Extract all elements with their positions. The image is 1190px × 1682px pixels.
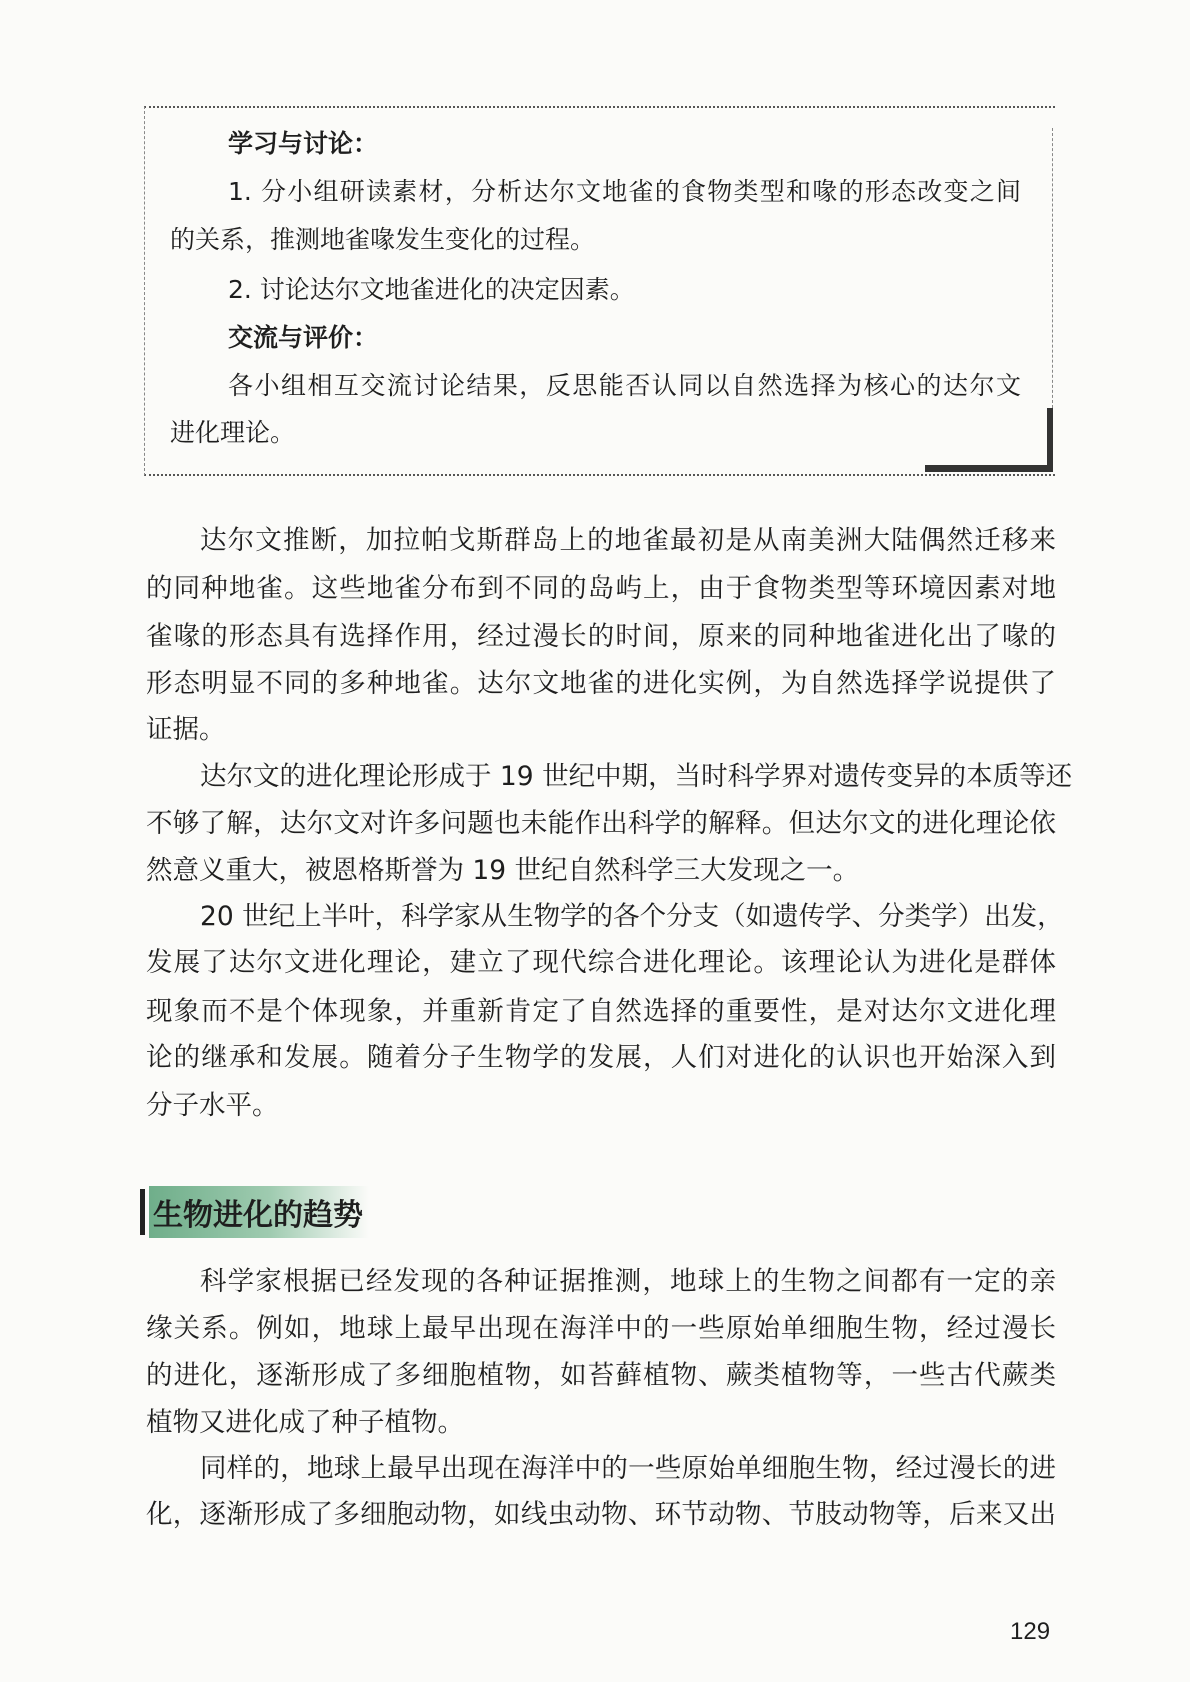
heading-bar (140, 1189, 145, 1235)
activity-item-2: 2. 讨论达尔文地雀进化的决定因素。 (228, 275, 635, 304)
paragraph-line: 论的继承和发展。随着分子生物学的发展，人们对进化的认识也开始深入到 (146, 1042, 1056, 1073)
paragraph-line: 达尔文推断，加拉帕戈斯群岛上的地雀最初是从南美洲大陆偶然迁移来 (200, 525, 1056, 556)
paragraph-line: 现象而不是个体现象，并重新肯定了自然选择的重要性，是对达尔文进化理 (146, 996, 1056, 1027)
page-number: 129 (1010, 1618, 1051, 1645)
paragraph-line: 化，逐渐形成了多细胞动物，如线虫动物、环节动物、节肢动物等，后来又出 (146, 1499, 1056, 1530)
paragraph-line: 的进化，逐渐形成了多细胞植物，如苔藓植物、蕨类植物等，一些古代蕨类 (146, 1360, 1056, 1391)
exchange-evaluation-heading: 交流与评价： (228, 323, 379, 352)
study-discussion-heading: 学习与讨论： (228, 129, 379, 158)
activity-item-1-cont: 的关系，推测地雀喙发生变化的过程。 (170, 225, 596, 254)
activity-item-1: 1. 分小组研读素材，分析达尔文地雀的食物类型和喙的形态改变之间 (228, 177, 1021, 206)
evaluation-text-cont: 进化理论。 (170, 418, 296, 447)
evaluation-text: 各小组相互交流讨论结果，反思能否认同以自然选择为核心的达尔文 (228, 371, 1021, 400)
activity-box-corner (925, 408, 1053, 472)
section-heading (140, 1188, 369, 1236)
paragraph-line: 植物又进化成了种子植物。 (146, 1407, 464, 1438)
paragraph-line: 达尔文的进化理论形成于 19 世纪中期，当时科学界对遗传变异的本质等还 (200, 761, 1073, 792)
paragraph-line: 缘关系。例如，地球上最早出现在海洋中的一些原始单细胞生物，经过漫长 (146, 1313, 1056, 1344)
paragraph-line: 分子水平。 (146, 1090, 279, 1121)
paragraph-line: 然意义重大，被恩格斯誉为 19 世纪自然科学三大发现之一。 (146, 855, 860, 886)
section-heading-text: 生物进化的趋势 (149, 1186, 369, 1238)
activity-box-border (1052, 128, 1053, 408)
paragraph-line: 同样的，地球上最早出现在海洋中的一些原始单细胞生物，经过漫长的进 (200, 1453, 1056, 1484)
paragraph-line: 不够了解，达尔文对许多问题也未能作出科学的解释。但达尔文的进化理论依 (146, 808, 1056, 839)
paragraph-line: 证据。 (146, 714, 226, 745)
paragraph-line: 形态明显不同的多种地雀。达尔文地雀的进化实例，为自然选择学说提供了 (146, 668, 1056, 699)
paragraph-line: 的同种地雀。这些地雀分布到不同的岛屿上，由于食物类型等环境因素对地 (146, 573, 1056, 604)
paragraph-line: 雀喙的形态具有选择作用，经过漫长的时间，原来的同种地雀进化出了喙的 (146, 621, 1056, 652)
paragraph-line: 科学家根据已经发现的各种证据推测，地球上的生物之间都有一定的亲 (200, 1266, 1056, 1297)
paragraph-line: 发展了达尔文进化理论，建立了现代综合进化理论。该理论认为进化是群体 (146, 947, 1056, 978)
paragraph-line: 20 世纪上半叶，科学家从生物学的各个分支（如遗传学、分类学）出发， (200, 901, 1064, 932)
